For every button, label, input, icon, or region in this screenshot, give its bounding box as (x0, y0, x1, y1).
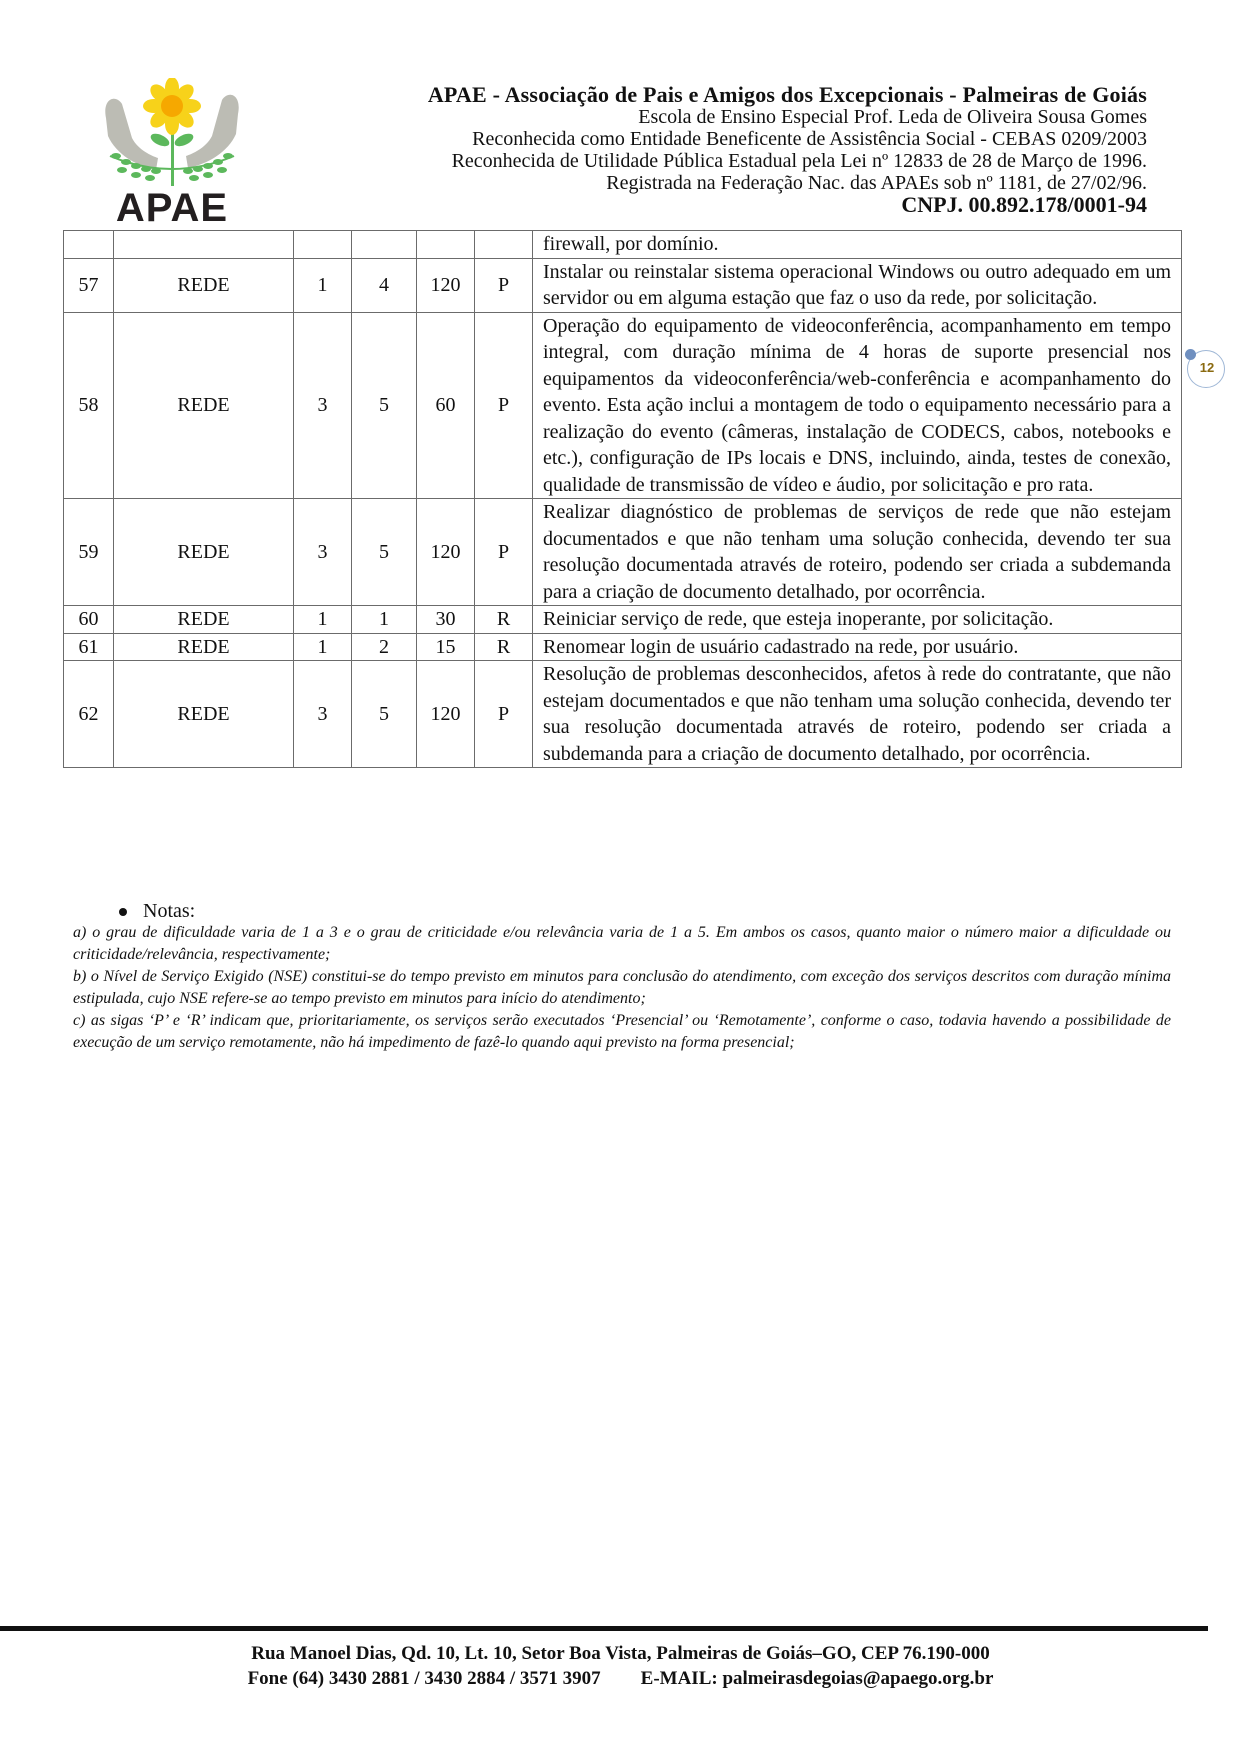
item-number-cell: 62 (64, 661, 114, 768)
table-row (64, 633, 1182, 661)
nse-cell: 60 (417, 312, 475, 499)
nse-cell: 120 (417, 499, 475, 606)
criticality-cell: 5 (352, 661, 417, 768)
description-cell: Reiniciar serviço de rede, que esteja inoperante, por solicitação. (533, 606, 1182, 634)
difficulty-cell (294, 231, 352, 259)
services-table (63, 230, 1182, 768)
footer-email: E-MAIL: palmeirasdegoias@apaego.org.br (640, 1668, 994, 1689)
area-cell: REDE (114, 499, 294, 606)
criticality-cell: 4 (352, 258, 417, 312)
mode-cell: P (475, 312, 533, 499)
notes-section (73, 900, 1171, 1054)
table-row (64, 258, 1182, 312)
table-row (64, 312, 1182, 499)
footer-phone: Fone (64) 3430 2881 / 3430 2884 / 3571 3907 (247, 1668, 601, 1689)
difficulty-cell: 1 (294, 633, 352, 661)
item-number-cell: 57 (64, 258, 114, 312)
public-utility-line: Reconhecida de Utilidade Pública Estadual pela Lei nº 12833 de 28 de Março de 1996. (451, 150, 1147, 172)
badge-dot-icon (1185, 349, 1196, 360)
area-cell: REDE (114, 312, 294, 499)
mode-cell: P (475, 499, 533, 606)
item-number-cell: 59 (64, 499, 114, 606)
difficulty-cell: 1 (294, 606, 352, 634)
nse-cell: 15 (417, 633, 475, 661)
criticality-cell: 1 (352, 606, 417, 634)
table-row (64, 661, 1182, 768)
area-cell (114, 231, 294, 259)
flower-hands-icon (92, 78, 252, 188)
nse-cell: 120 (417, 258, 475, 312)
note-c: c) as sigas ‘P’ e ‘R’ indicam que, prioritariamente, os serviços serão executados ‘Presencial’ ou ‘Remotamente’, conforme o caso, todavia havendo a possibilidade de execução de um serviço remotamente, não há impedimento de fazê-lo quando aqui previsto na forma presencial; (73, 1012, 1171, 1051)
table-row (64, 606, 1182, 634)
notes-heading: Notas: (143, 900, 196, 922)
logo-text: APAE (115, 186, 229, 230)
apae-logo (92, 78, 252, 228)
description-cell: Realizar diagnóstico de problemas de serviços de rede que não estejam documentados e que não tenham uma solução conhecida, devendo ter sua resolução documentada através de roteiro, podendo ser criada a subdemanda para a criação de documento detalhado, por ocorrência. (533, 499, 1182, 606)
mode-cell (475, 231, 533, 259)
description-cell: firewall, por domínio. (533, 231, 1182, 259)
mode-cell: R (475, 633, 533, 661)
description-cell: Instalar ou reinstalar sistema operacional Windows ou outro adequado em um servidor ou em alguma estação que faz o uso da rede, por solicitação. (533, 258, 1182, 312)
item-number-cell: 58 (64, 312, 114, 499)
area-cell: REDE (114, 661, 294, 768)
organization-title: APAE - Associação de Pais e Amigos dos Excepcionais - Palmeiras de Goiás (427, 82, 1147, 107)
table-row (64, 231, 1182, 259)
note-a: a) o grau de dificuldade varia de 1 a 3 e o grau de criticidade e/ou relevância varia de 1 a 5. Em ambos os casos, quanto maior o número maior a dificuldade ou criticidade/relevância, respectivamente; (73, 924, 1171, 963)
mode-cell: P (475, 258, 533, 312)
difficulty-cell: 1 (294, 258, 352, 312)
nse-cell: 30 (417, 606, 475, 634)
federation-line: Registrada na Federação Nac. das APAEs sob nº 1181, de 27/02/96. (606, 172, 1147, 194)
item-number-cell: 61 (64, 633, 114, 661)
criticality-cell: 5 (352, 499, 417, 606)
area-cell: REDE (114, 258, 294, 312)
difficulty-cell: 3 (294, 499, 352, 606)
page-number-badge (1187, 350, 1225, 388)
description-cell: Resolução de problemas desconhecidos, afetos à rede do contratante, que não estejam documentados e que não tenham uma solução conhecida, devendo ter sua resolução documentada através de roteiro, podendo ser criada a subdemanda para a criação de documento detalhado, por ocorrência. (533, 661, 1182, 768)
cebas-line: Reconhecida como Entidade Beneficente de Assistência Social - CEBAS 0209/2003 (472, 128, 1147, 150)
school-name: Escola de Ensino Especial Prof. Leda de Oliveira Sousa Gomes (638, 106, 1147, 128)
criticality-cell (352, 231, 417, 259)
mode-cell: P (475, 661, 533, 768)
table-row (64, 499, 1182, 606)
area-cell: REDE (114, 633, 294, 661)
item-number-cell (64, 231, 114, 259)
notes-heading-row (73, 900, 1171, 922)
description-cell: Operação do equipamento de videoconferência, acompanhamento em tempo integral, com duração mínima de 4 horas de suporte presencial nos equipamentos da videoconferência/web-conferência e acompanhamento do evento. Esta ação inclui a montagem de todo o equipamento necessário para a realização do evento (câmeras, instalação de CODECS, cabos, notebooks e etc.), configuração de IPs locais e DNS, incluindo, ainda, testes de conexão, qualidade de transmissão de vídeo e áudio, por solicitação e pro rata. (533, 312, 1182, 499)
item-number-cell: 60 (64, 606, 114, 634)
nse-cell (417, 231, 475, 259)
letterhead (428, 84, 1147, 216)
criticality-cell: 5 (352, 312, 417, 499)
cnpj: CNPJ. 00.892.178/0001-94 (901, 192, 1147, 217)
difficulty-cell: 3 (294, 312, 352, 499)
note-b: b) o Nível de Serviço Exigido (NSE) constitui-se do tempo previsto em minutos para conclusão do atendimento, com exceção dos serviços descritos com duração mínima estipulada, cujo NSE refere-se ao tempo previsto em minutos para início do atendimento; (73, 968, 1171, 1007)
footer-address: Rua Manoel Dias, Qd. 10, Lt. 10, Setor Boa Vista, Palmeiras de Goiás–GO, CEP 76.190-000 (251, 1643, 990, 1664)
footer-contact-row (0, 1666, 1241, 1691)
description-cell: Renomear login de usuário cadastrado na rede, por usuário. (533, 633, 1182, 661)
bullet-icon (119, 908, 127, 916)
mode-cell: R (475, 606, 533, 634)
page-number: 12 (1199, 360, 1215, 375)
footer-divider (0, 1626, 1208, 1631)
criticality-cell: 2 (352, 633, 417, 661)
area-cell: REDE (114, 606, 294, 634)
difficulty-cell: 3 (294, 661, 352, 768)
nse-cell: 120 (417, 661, 475, 768)
footer (0, 1641, 1241, 1691)
